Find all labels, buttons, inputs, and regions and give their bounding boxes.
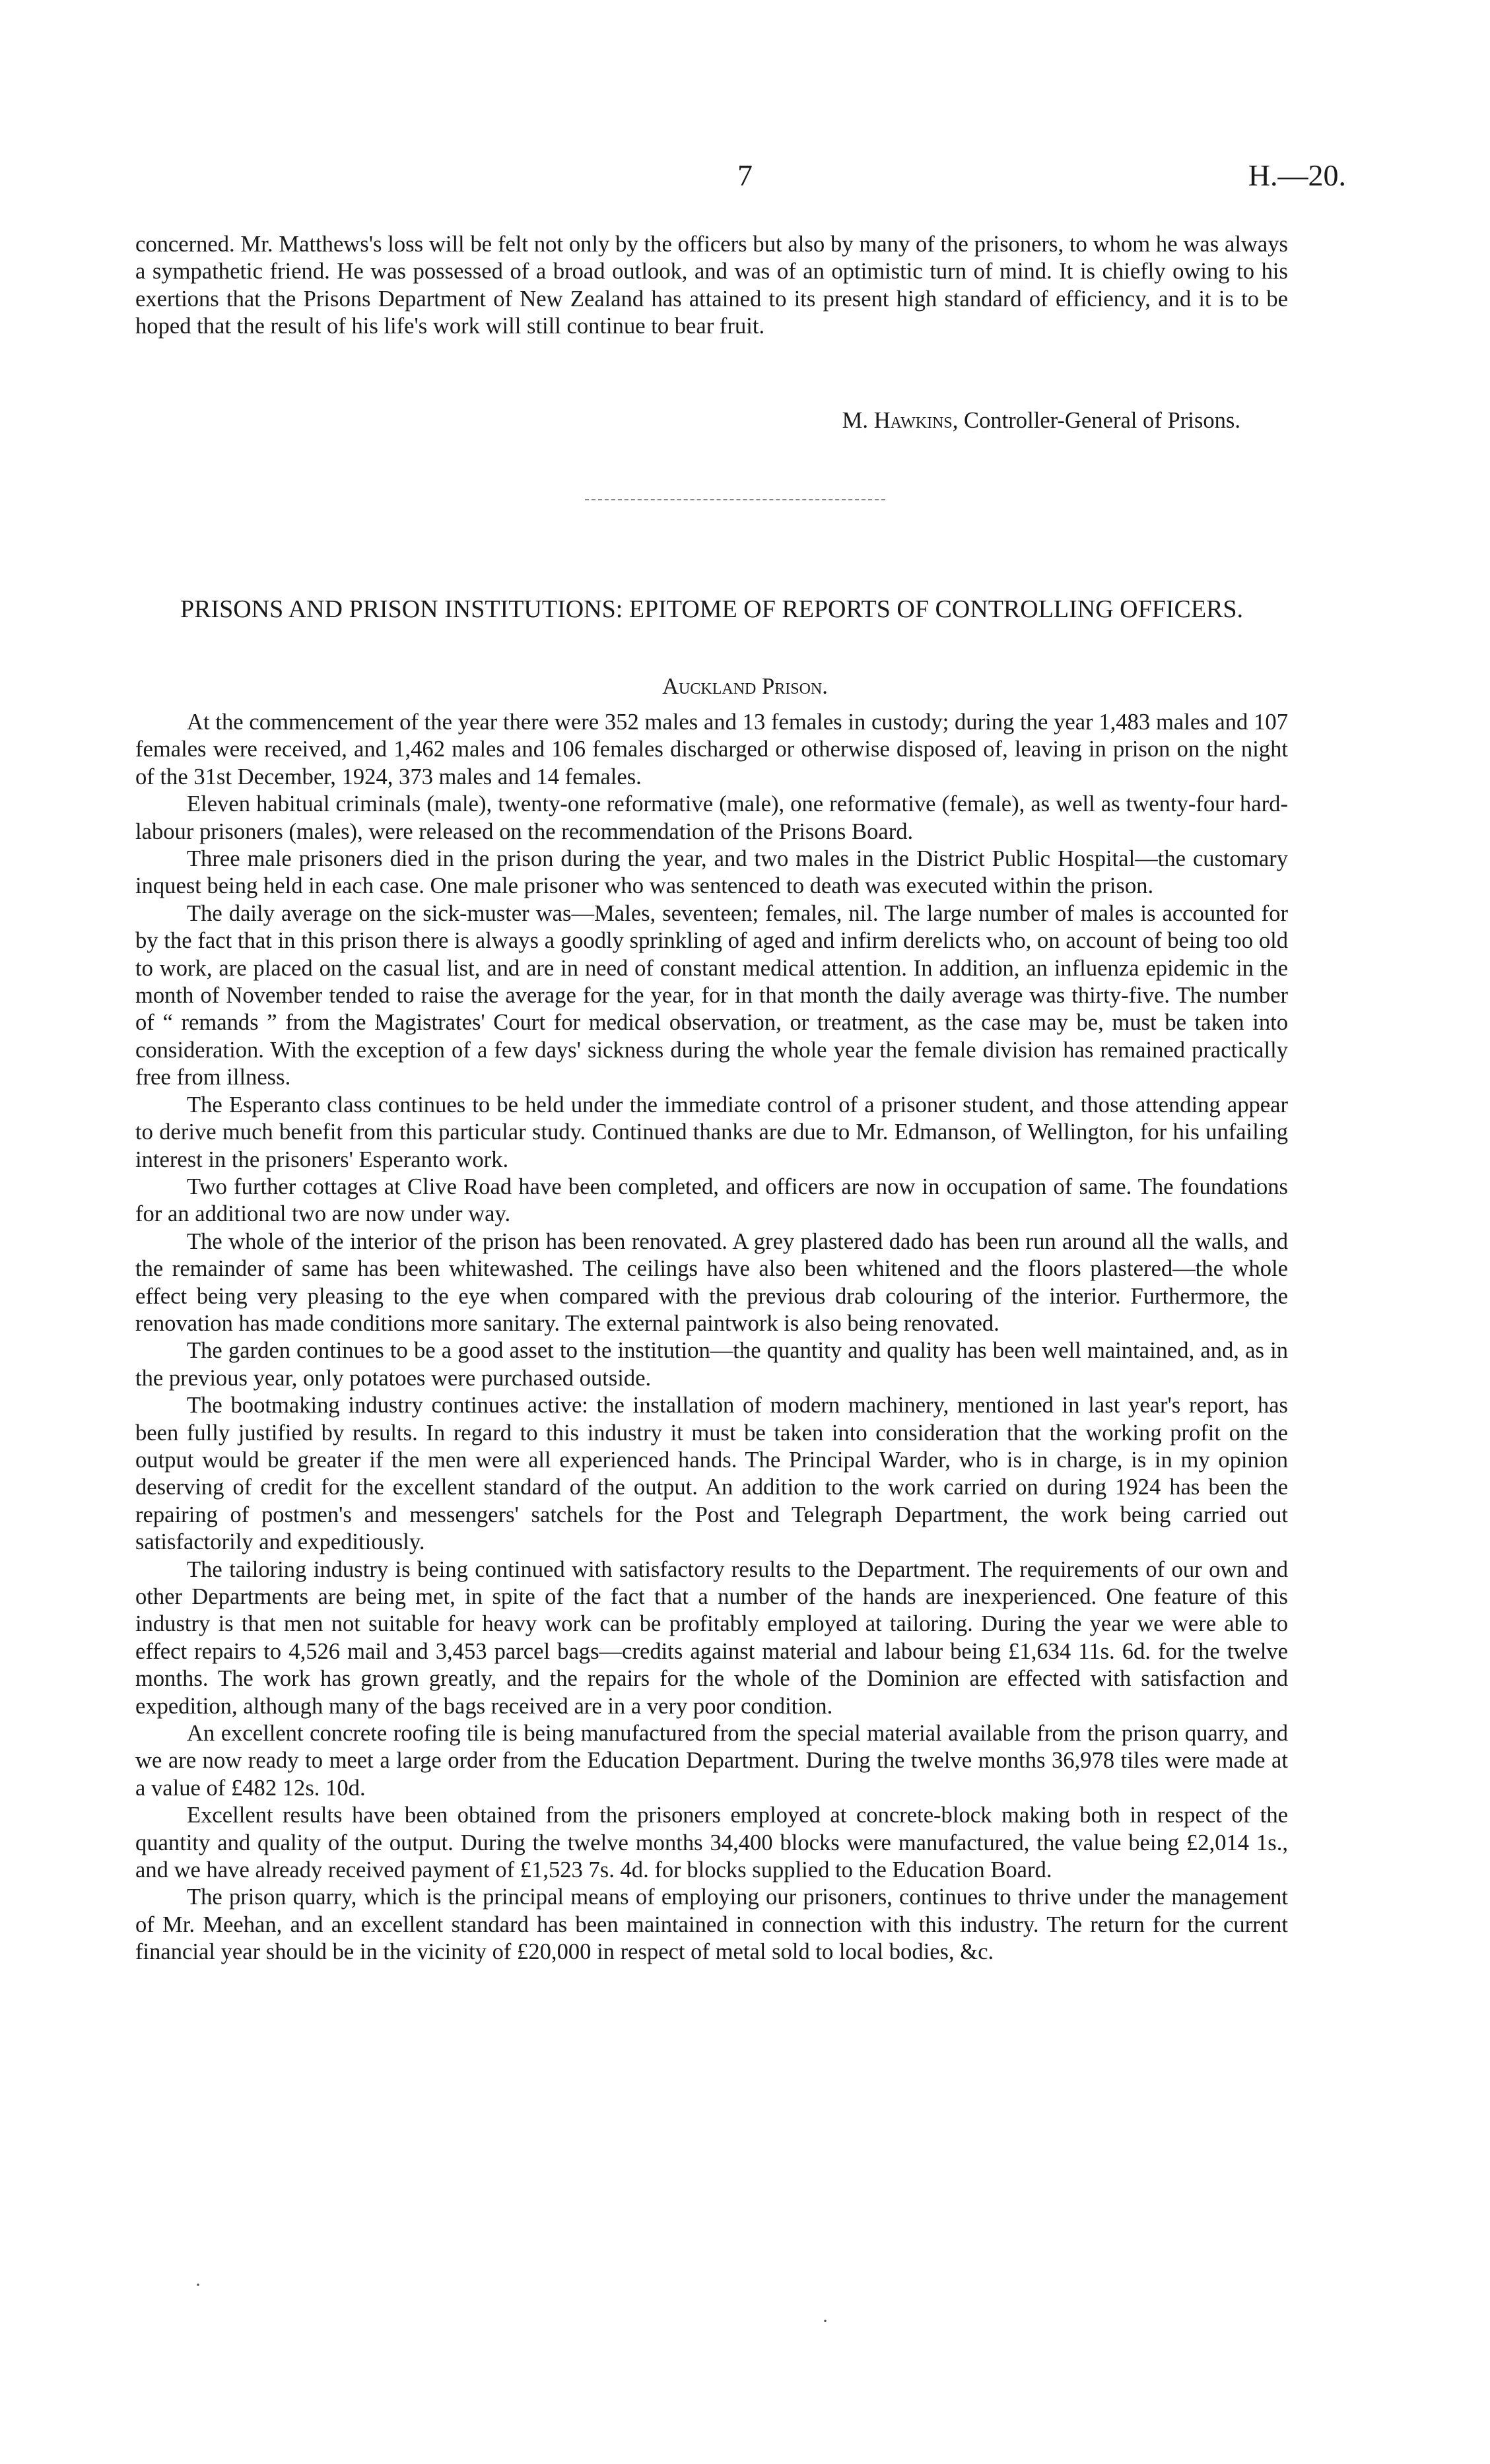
paragraph-esperanto: The Esperanto class continues to be held under the immediate control of a prisoner student, and those attending appear to derive much benefit from this particular study. Continued thanks are due to Mr. Edmanson, of Wellington, for his unfailing interest in the prisoners' Esperanto work. bbox=[135, 1092, 1288, 1172]
signature-title: , Controller-General of Prisons. bbox=[952, 408, 1240, 433]
intro-paragraph bbox=[135, 231, 1288, 341]
section-divider bbox=[585, 499, 885, 500]
paragraph-cottages: Two further cottages at Clive Road have been completed, and officers are now in occupation of same. The foundations for an additional two are now under way. bbox=[135, 1174, 1288, 1227]
paragraph-garden: The garden continues to be a good asset to the institution—the quantity and quality has been well maintained, and, as in the previous year, only potatoes were purchased outside. bbox=[135, 1338, 1288, 1391]
page-speck-center: · bbox=[822, 2310, 829, 2332]
paragraph-deaths: Three male prisoners died in the prison during the year, and two males in the District Public Hospital—the customary inquest being held in each case. One male prisoner who was sentenced to death was executed within the prison. bbox=[135, 846, 1288, 899]
paragraph-custody: At the commencement of the year there were 352 males and 13 females in custody; during the year 1,483 males and 107 females were received, and 1,462 males and 106 females discharged or otherwise disposed of, leaving in prison on the night of the 31st December, 1924, 373 males and 14 females. bbox=[135, 710, 1288, 789]
paragraph-sick-muster: The daily average on the sick-muster was—Males, seventeen; females, nil. The large number of males is accounted for by the fact that in this prison there is always a goodly sprinkling of aged and infirm derelicts who, on account of being too old to work, are placed on the casual list, and are in need of constant medical attention. In addition, an influenza epidemic in the month of November tended to raise the average for the year, for in that month the daily average was thirty-five. The number of “ remands ” from the Magistrates' Court for medical observation, or treatment, as the case may be, must be taken into consideration. With the exception of a few days' sickness during the whole year the female division has remained practically free from illness. bbox=[135, 900, 1288, 1090]
paragraph-roofing-tiles: An excellent concrete roofing tile is being manufactured from the special material available from the prison quarry, and we are now ready to meet a large order from the Education Department. During the twelve months 36,978 tiles were made at a value of £482 12s. 10d. bbox=[135, 1721, 1288, 1801]
page-speck-left: · bbox=[195, 2274, 201, 2296]
section-heading: PRISONS AND PRISON INSTITUTIONS: EPITOME OF REPORTS OF CONTROLLING OFFICERS. bbox=[180, 595, 1244, 623]
paragraph-tailoring: The tailoring industry is being continued with satisfactory results to the Department. The requirements of our own and other Departments are being met, in spite of the fact that a number of the hands are inexperienced. One feature of this industry is that men not suitable for heavy work can be profitably employed at tailoring. During the year we were able to effect repairs to 4,526 mail and 3,453 parcel bags—credits against material and labour being £1,634 11s. 6d. for the twelve months. The work has grown greatly, and the repairs for the whole of the Dominion are effected with satisfaction and expedition, although many of the bags received are in a very poor condition. bbox=[135, 1556, 1288, 1719]
signature bbox=[842, 407, 1240, 434]
intro-text: concerned. Mr. Matthews's loss will be felt not only by the officers but also by many of the prisoners, to whom he was always a sympathetic friend. He was possessed of a broad outlook, and was of an optimistic turn of mind. It is chiefly owing to his exertions that the Prisons Department of New Zealand has attained to its present high standard of efficiency, and it is to be hoped that the result of his life's work will still continue to bear fruit. bbox=[135, 232, 1288, 339]
paragraph-renovation: The whole of the interior of the prison has been renovated. A grey plastered dado has been run around all the walls, and the remainder of same has been whitewashed. The ceilings have also been whitened and the floors plastered—the whole effect being very pleasing to the eye when compared with the previous drab colouring of the interior. Furthermore, the renovation has made conditions more sanitary. The external paintwork is also being renovated. bbox=[135, 1228, 1288, 1336]
signature-name: M. Hawkins bbox=[842, 408, 953, 433]
report-body bbox=[135, 709, 1288, 1966]
paragraph-quarry: The prison quarry, which is the principal means of employing our prisoners, continues to thrive under the management of Mr. Meehan, and an excellent standard has been maintained in connection with this industry. The return for the current financial year should be in the vicinity of £20,000 in respect of metal sold to local bodies, &c. bbox=[135, 1884, 1288, 1965]
paragraph-concrete-blocks: Excellent results have been obtained from the prisoners employed at concrete-block making both in respect of the quantity and quality of the output. During the twelve months 34,400 blocks were manufactured, the value being £2,014 1s., and we have already received payment of £1,523 7s. 4d. for blocks supplied to the Education Board. bbox=[135, 1803, 1288, 1883]
paragraph-bootmaking: The bootmaking industry continues active: the installation of modern machinery, mentioned in last year's report, has been fully justified by results. In regard to this industry it must be taken into consideration that the working profit on the output would be greater if the men were all experienced hands. The Principal Warder, who is in charge, is in my opinion deserving of credit for the excellent standard of the output. An addition to the work carried on during 1924 has been the repairing of postmen's and messengers' satchels for the Post and Telegraph Department, the work being carried out satisfactorily and expeditiously. bbox=[135, 1393, 1288, 1555]
page-number: 7 bbox=[737, 158, 753, 192]
document-code: H.—20. bbox=[1248, 158, 1346, 192]
prison-subheading: Auckland Prison. bbox=[662, 674, 828, 699]
paragraph-releases: Eleven habitual criminals (male), twenty-one reformative (male), one reformative (female), as well as twenty-four hard-labour prisoners (males), were released on the recommendation of the Prisons Board. bbox=[135, 791, 1288, 844]
